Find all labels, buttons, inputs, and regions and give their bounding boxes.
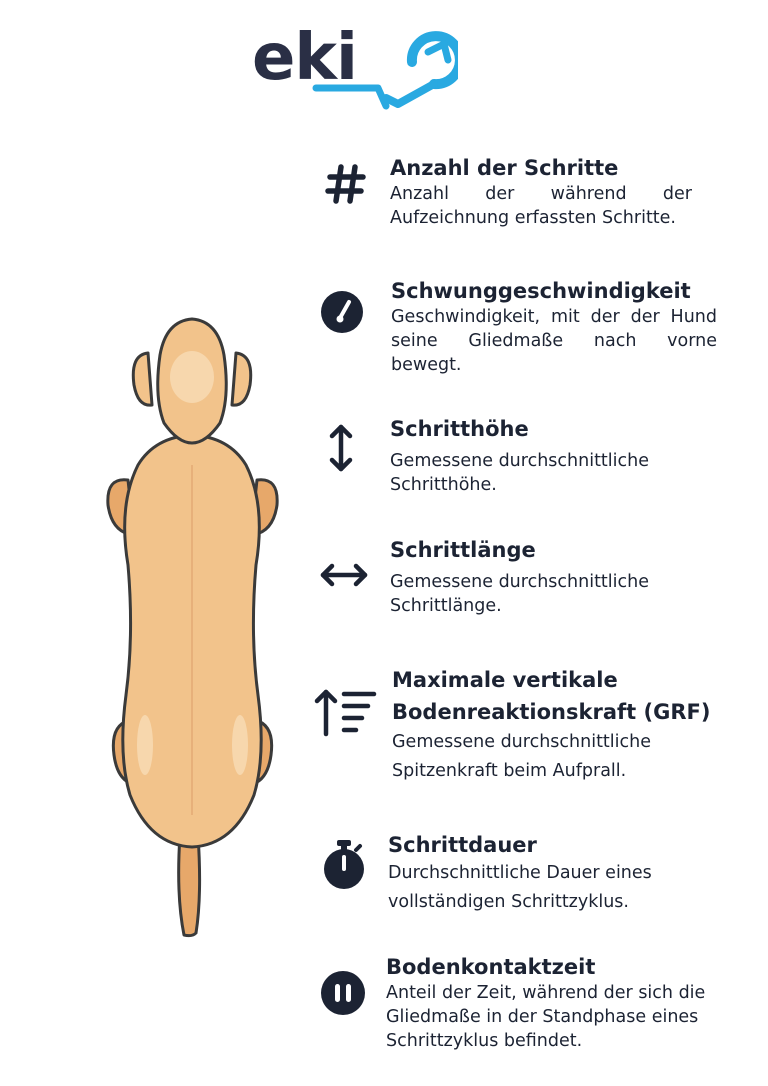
metric-title: Schrittdauer	[388, 833, 537, 857]
metric-ground-contact-time	[386, 953, 726, 1053]
hash-icon	[324, 162, 368, 206]
stopwatch-icon	[322, 838, 366, 890]
metric-title: Schritthöhe	[390, 417, 529, 441]
metric-description: Gemessene durchschnittliche Schrittlänge.	[390, 572, 649, 616]
metric-description: Anzahl der während der Aufzeichnung erfassten Schritte.	[390, 184, 692, 228]
horizontal-arrows-icon	[318, 561, 370, 589]
metric-step-duration	[388, 831, 718, 917]
metric-title: Bodenkontaktzeit	[386, 955, 596, 979]
pause-icon	[320, 970, 366, 1016]
metric-title: Schrittlänge	[390, 538, 536, 562]
metric-description: Gemessene durchschnittliche Spitzenkraft beim Aufprall.	[392, 732, 651, 781]
metric-description: Geschwindigkeit, mit der der Hund seine Gliedmaße nach vorne bewegt.	[391, 307, 717, 375]
metric-description: Durchschnittliche Dauer eines vollständigen Schrittzyklus.	[388, 863, 652, 912]
logo-wordmark: eki	[252, 21, 357, 95]
metric-description: Gemessene durchschnittliche Schritthöhe.	[390, 451, 649, 495]
metric-max-vertical-grf	[392, 664, 722, 786]
metric-description: Anteil der Zeit, während der sich die Gliedmaße in der Standphase eines Schrittzyklus befindet.	[386, 983, 706, 1051]
metric-title: Schwunggeschwindigkeit	[391, 279, 691, 303]
ekico-logo	[248, 22, 458, 117]
metric-title: Maximale vertikale Bodenreaktionskraft (GRF)	[392, 668, 711, 724]
dog-top-view-icon	[100, 315, 285, 940]
metric-step-length	[390, 536, 710, 618]
logo-chat-bubble-icon	[248, 22, 458, 117]
metric-step-count	[390, 154, 692, 230]
metric-step-height	[390, 415, 710, 497]
vertical-arrows-icon	[327, 422, 355, 474]
metric-title: Anzahl der Schritte	[390, 156, 619, 180]
speedometer-icon	[320, 290, 364, 334]
metric-swing-speed	[391, 277, 717, 377]
force-arrow-lines-icon	[314, 686, 378, 738]
